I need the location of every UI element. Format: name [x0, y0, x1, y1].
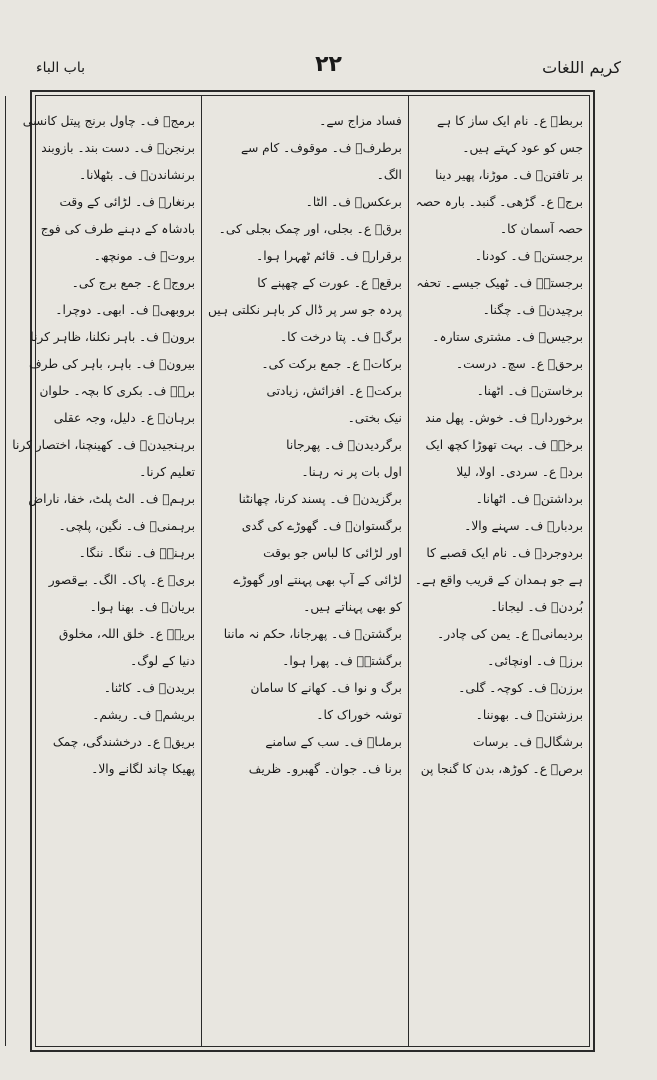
- entry-line: نیک بختی۔: [347, 411, 402, 425]
- entry-line: حصہ آسمان کا۔: [500, 222, 583, 236]
- entry-line: برخاستنؔ ف۔ اٹھنا۔: [476, 384, 583, 398]
- entry-line: برخےؔ ف۔ بہت تھوڑا کچھ ایک: [425, 438, 583, 452]
- entry-line: برگستوانؔ ف۔ گھوڑے کی گدی: [241, 519, 402, 533]
- entry-line: دنیا کے لوگ۔: [130, 654, 196, 668]
- entry-line: برنشاندنؔ ف۔ بٹھلانا۔: [79, 168, 196, 182]
- entry-line: بریہؔ ع۔ خلق اللہ، مخلوق: [58, 627, 196, 641]
- entry-line: برنجنؔ ف۔ دست بند۔ بازوبند: [41, 141, 196, 155]
- entry-line: بروبھیؔ ف۔ ابھی۔ دوچرا۔: [55, 303, 196, 317]
- entry-line: برزشتنؔ ف۔ بھوننا۔: [475, 708, 583, 722]
- entry-line: برگزیدنؔ ف۔ پسند کرنا، چھانٹنا: [238, 492, 402, 506]
- entry-line: الگ۔: [376, 168, 402, 182]
- entry-line: برخوردارؔ ف۔ خوش۔ پھل مند: [425, 411, 583, 425]
- entry-line: برجؔ ع۔ گڑھی۔ گنبد۔ بارہ حصہ: [415, 195, 583, 209]
- entry-line: برہمؔ ف۔ الٹ پلٹ، خفا، ناراض: [28, 492, 196, 506]
- entry-line: برنغارؔ ف۔ لڑائی کے وقت: [59, 195, 196, 209]
- entry-line: برہانؔ ع۔ دلیل، وجہ عقلی: [53, 411, 196, 425]
- entry-line: برگشتنؔ ف۔ پھرجانا، حکم نہ ماننا: [223, 627, 402, 641]
- entry-line: برہؔ ف۔ بکری کا بچہ۔ حلوان: [39, 384, 196, 398]
- entry-line: ہے جو ہمدان کے قریب واقع ہے۔: [414, 573, 583, 587]
- entry-line: کو بھی پہناتے ہیں۔: [303, 600, 402, 614]
- entry-line: برقرارؔ ف۔ قائم ٹھہرا ہوا۔: [256, 249, 402, 263]
- book-title: کریم اللغات: [542, 58, 621, 77]
- entry-line: برجستنؔ ف۔ کودنا۔: [474, 249, 583, 263]
- running-header: [36, 50, 621, 90]
- entry-line: برصؔ ع۔ کوڑھ، بدن کا گنجا پن: [420, 762, 583, 776]
- entry-line: برقؔ ع۔ بجلی، اور چمک بجلی کی۔: [218, 222, 402, 236]
- entry-line: بریقؔ ع۔ درخشندگی، چمک: [52, 735, 196, 749]
- entry-line: برہمنیؔ ف۔ نگین، پلچی۔: [58, 519, 196, 533]
- entry-line: پردہ جو سر پر ڈال کر باہر نکلتی ہیں: [208, 303, 402, 317]
- entry-line: لڑائی کے آپ بھی پہنتے اور گھوڑے: [233, 573, 402, 587]
- dictionary-column-2: [201, 96, 408, 1046]
- entry-line: بریدنؔ ف۔ کاٹنا۔: [103, 681, 196, 695]
- entry-line: برہنہؔ ف۔ ننگا۔ ننگا۔: [78, 546, 196, 560]
- entry-line: بر تافتنؔ ف۔ موڑنا، پھیر دینا: [435, 168, 583, 182]
- entry-line: بردؔ ع۔ سردی۔ اولا، لیلا: [456, 465, 583, 479]
- entry-line: برقعؔ ع۔ عورت کے چھپنے کا: [257, 276, 402, 290]
- entry-line: بردبارؔ ف۔ سہنے والا۔: [464, 519, 583, 533]
- entry-line: برملاؔ ف۔ سب کے سامنے: [265, 735, 402, 749]
- entry-line: اول بات پر نہ رہنا۔: [301, 465, 402, 479]
- entry-line: برنا ف۔ جوان۔ گھبرو۔ ظریف: [248, 762, 402, 776]
- dictionary-column-3: [5, 96, 201, 1046]
- entry-line: توشہ خوراک کا۔: [316, 708, 402, 722]
- entry-line: برجیسؔ ف۔ مشتری ستارہ۔: [432, 330, 583, 344]
- entry-line: برچیدنؔ ف۔ چگنا۔: [482, 303, 583, 317]
- entry-line: برگ و نوا ف۔ کھانے کا سامان: [250, 681, 402, 695]
- dictionary-column-1: [408, 96, 589, 1046]
- entry-line: برگردیدنؔ ف۔ پھرجانا: [286, 438, 402, 452]
- entry-line: برگؔ ف۔ پتا درخت کا۔: [279, 330, 402, 344]
- entry-line: بروجؔ ع۔ جمع برج کی۔: [71, 276, 196, 290]
- entry-line: برکتؔ ع۔ افزائش، زیادتی: [266, 384, 402, 398]
- entry-line: فساد مزاج سے۔: [319, 114, 402, 128]
- entry-line: برزؔ ف۔ اونچائی۔: [487, 654, 583, 668]
- entry-line: بادشاہ کے دہنے طرف کی فوج: [40, 222, 196, 236]
- section-title: باب الباء: [36, 60, 86, 76]
- entry-line: برزنؔ ف۔ کوچہ۔ گلی۔: [458, 681, 583, 695]
- entry-line: بریشمؔ ف۔ ریشم۔: [92, 708, 196, 722]
- entry-line: جس کو عود کہتے ہیں۔: [462, 141, 583, 155]
- page-number: ۲۲: [315, 52, 342, 77]
- entry-line: برگشتہؔ ف۔ پھرا ہوا۔: [282, 654, 402, 668]
- entry-line: بروتؔ ف۔ مونچھ۔: [93, 249, 196, 263]
- entry-line: برمجؔ ف۔ چاول برنج پیتل کانسی: [22, 114, 196, 128]
- entry-line: تعلیم کرنا۔: [139, 465, 196, 479]
- entry-line: برداشتنؔ ف۔ اٹھانا۔: [475, 492, 583, 506]
- entry-line: برہنجیدنؔ ف۔ کھینچنا، اختصار کرنا: [12, 438, 196, 452]
- entry-line: بردیمانیؔ ع۔ یمن کی چادر۔: [437, 627, 583, 641]
- entry-line: بربطؔ ع۔ نام ایک ساز کا ہے: [437, 114, 583, 128]
- entry-line: برطرفؔ ف۔ موقوف۔ کام سے: [240, 141, 402, 155]
- entry-line: پھیکا چاند لگانے والا۔: [91, 762, 196, 776]
- entry-line: برشگالؔ ف۔ برسات: [473, 735, 583, 749]
- columns-container: [12, 95, 590, 1047]
- entry-line: برعکسؔ ف۔ الٹا۔: [305, 195, 402, 209]
- entry-line: برجستہؔ ف۔ ٹھیک جیسے۔ تحفہ: [416, 276, 583, 290]
- entry-line: بریانؔ ف۔ بھنا ہوا۔: [89, 600, 196, 614]
- entry-line: بردوجردؔ ف۔ نام ایک قصبے کا: [426, 546, 583, 560]
- entry-line: برونؔ ف۔ باہر نکلنا، ظاہر کرنا: [30, 330, 196, 344]
- entry-line: برکاتؔ ع۔ جمع برکت کی۔: [261, 357, 402, 371]
- page-frame: [12, 90, 595, 1052]
- entry-line: بریؔ ع۔ پاک۔ الگ۔ بےقصور: [48, 573, 196, 587]
- entry-line: بُردنؔ ف۔ لیجانا۔: [490, 600, 583, 614]
- entry-line: بیرونؔ ف۔ باہر، باہر کی طرف: [29, 357, 196, 371]
- entry-line: برحقؔ ع۔ سچ۔ درست۔: [455, 357, 583, 371]
- entry-line: اور لڑائی کا لباس جو بوقت: [263, 546, 402, 560]
